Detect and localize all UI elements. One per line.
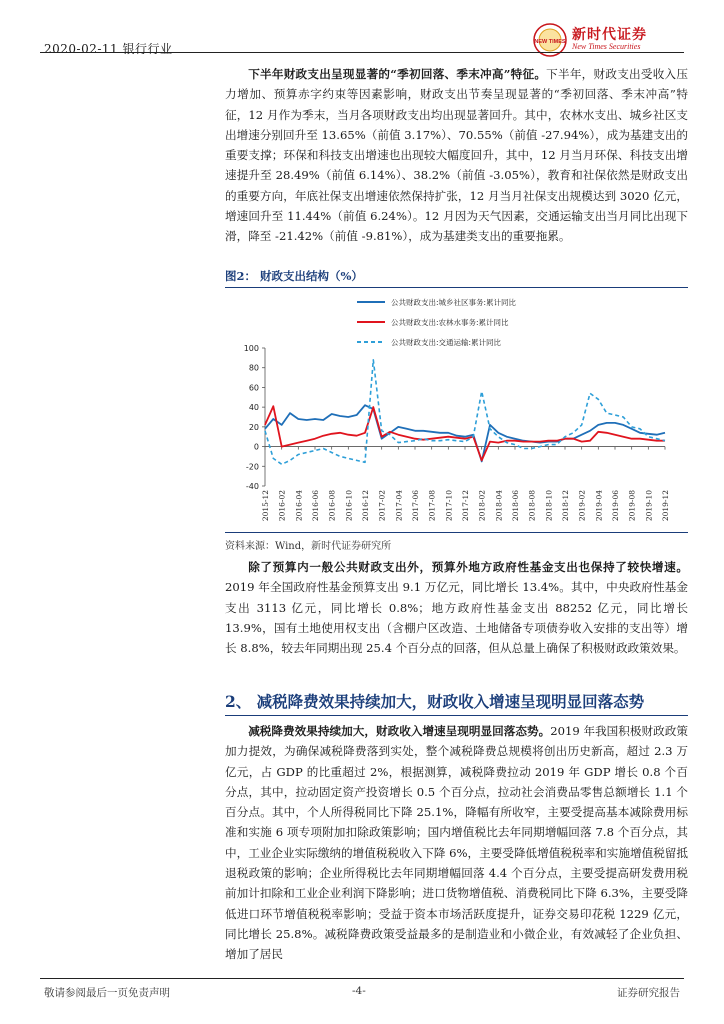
y-tick-label: 100 <box>243 344 259 353</box>
y-axis-labels <box>244 344 259 491</box>
legend-label-2: 公共财政支出:交通运输:累计同比 <box>391 338 502 347</box>
x-tick-label: 2019-04 <box>594 490 604 522</box>
x-tick-label: 2015-12 <box>261 490 270 522</box>
page-header <box>40 18 684 56</box>
y-tick-label: -20 <box>245 462 259 472</box>
paragraph-body: 下半年，财政支出受收入压力增加、预算赤字约束等因素影响，财政支出节奏呈现显著的“季初回落、季末冲高”特征，12 月作为季末，当月各项财政支出均出现显著回升。其中，农林水支出、城乡社区支出增速分别回升至 13.65%（前值 3.17%）、70.55%（前值 -27.94%），成为基建支出的重要支撑；环保和科技支出增速也出现较大幅度回升，其中，12 月当月环保、科技支出增速提升至 28.49%（前值 6.14%）、38.2%（前值 -3.05%），教育和社保依然是财政支出的重要方向，年底社保支出增速依然保持扩张，12 月当月社保支出规模达到 3020 亿元，增速回升至 11.44%（前值 6.24%）。12 月因为天气因素，交通运输支出当月同比出现下滑，降至 -21.42%（前值 -9.81%），成为基建类支出的重要拖累。 <box>225 67 688 244</box>
figure-top-rule <box>225 287 688 288</box>
x-tick-label: 2016-04 <box>294 490 304 522</box>
section-rule <box>225 715 688 716</box>
x-tick-label: 2018-10 <box>544 490 554 522</box>
chart-legend <box>357 297 517 347</box>
x-tick-label: 2018-04 <box>494 490 504 522</box>
footer-divider <box>40 978 684 979</box>
x-axis-labels <box>261 490 670 521</box>
legend-label-0: 公共财政支出:城乡社区事务:累计同比 <box>391 298 517 307</box>
logo-english-name: New Times Securities <box>572 42 641 51</box>
paragraph-body: 2019 年我国积极财政政策加力提效，为确保减税降费落到实处，整个减税降费总规模将创出历史新高，超过 2.3 万亿元，占 GDP 的比重超过 2%，根据测算，减税降费拉动 2019 年 GDP 增长 0.8 个百分点，其中，拉动固定资产投资增长 0.5 个百分点，拉动社会消费品零售总额增长 1.1 个百分点。其中，个人所得税同比下降 25.1%，降幅有所收窄，主要受提高基本减除费用标准和实施 6 项专项附加扣除政策影响；国内增值税比去年同期增幅回落 7.8 个百分点，其中，工业企业实际缴纳的增值税税收入下降 6%，主要受降低增值税税率和实施增值税留抵退税政策的影响；企业所得税比去年同期增幅回落 4.4 个百分点，主要受提高研发费用税前加计扣除和工业企业利润下降影响；进口货物增值税、消费税同比下降 6.3%，主要受降低进口环节增值税税率影响；受益于资本市场活跃度提升，证券交易印花税 1229 亿元，同比增长 25.8%。减税降费政策受益最多的是制造业和小微企业，有效减轻了企业负担、增加了居民 <box>225 724 688 962</box>
y-tick-label: 0 <box>253 442 259 452</box>
x-tick-label: 2017-04 <box>394 490 404 522</box>
x-tick-label: 2017-12 <box>461 490 470 522</box>
y-tick-label: 20 <box>248 422 259 432</box>
x-tick-label: 2016-12 <box>361 490 370 522</box>
x-tick-label: 2016-06 <box>311 490 320 522</box>
x-tick-label: 2018-02 <box>477 490 487 522</box>
footer-report-type: 证券研究报告 <box>617 987 680 999</box>
x-tick-label: 2019-02 <box>577 490 587 522</box>
x-tick-label: 2019-08 <box>627 490 637 522</box>
x-tick-label: 2016-02 <box>277 490 287 522</box>
figure-bottom-rule <box>225 532 688 533</box>
paragraph-lead: 除了预算内一般公共财政支出外，预算外地方政府性基金支出也保持了较快增速。 <box>248 560 688 574</box>
x-tick-label: 2016-08 <box>327 490 337 522</box>
footer-disclaimer: 敬请参阅最后一页免责声明 <box>44 987 170 999</box>
y-tick-label: 40 <box>248 403 259 413</box>
header-divider <box>40 52 684 53</box>
x-tick-label: 2017-08 <box>427 490 437 522</box>
figure-title: 图2： 财政支出结构（%） <box>225 269 363 283</box>
x-tick-label: 2018-06 <box>511 490 520 522</box>
x-tick-label: 2019-12 <box>661 490 670 522</box>
logo-badge-text: NEW TIMES <box>534 39 566 45</box>
y-tick-label: 60 <box>248 383 259 393</box>
paragraph-lead: 减税降费效果持续加大，财政收入增速呈现明显回落态势。 <box>248 724 551 738</box>
x-tick-label: 2018-12 <box>561 490 570 522</box>
section-heading: 2、 减税降费效果持续加大，财政收入增速呈现明显回落态势 <box>225 692 645 711</box>
paragraph-government-fund <box>225 557 688 658</box>
fiscal-expenditure-chart <box>225 290 688 530</box>
header-date-industry: 2020-02-11 银行行业 <box>44 42 173 56</box>
page-number: -4- <box>352 985 366 997</box>
x-tick-label: 2018-08 <box>527 490 537 522</box>
x-tick-label: 2019-10 <box>644 490 654 522</box>
paragraph-lead: 下半年财政支出呈现显著的“季初回落、季末冲高”特征。 <box>248 67 547 81</box>
x-tick-label: 2017-06 <box>411 490 420 522</box>
series-line-1 <box>265 406 665 460</box>
legend-label-1: 公共财政支出:农林水事务:累计同比 <box>391 318 509 327</box>
chart-axes <box>262 348 665 486</box>
logo-chinese-name: 新时代证券 <box>572 27 647 43</box>
x-tick-label: 2016-10 <box>344 490 354 522</box>
y-tick-label: 80 <box>248 363 259 373</box>
paragraph-body: 2019 年全国政府性基金预算支出 9.1 万亿元，同比增长 13.4%。其中，中央政府性基金支出 3113 亿元，同比增长 0.8%；地方政府性基金支出 88252 亿元，同比增长 13.9%，国有土地使用权支出（含棚户区改造、土地储备专项债券收入安排的支出等）增长 8.8%，较去年同期出现 25.4 个百分点的回落，但从总量上确保了积极财政政策效果。 <box>225 580 688 656</box>
figure-source: 资料来源：Wind，新时代证券研究所 <box>225 541 392 552</box>
paragraph-fiscal-expenditure <box>225 64 688 247</box>
x-tick-label: 2017-10 <box>444 490 454 522</box>
x-tick-label: 2019-06 <box>611 490 620 522</box>
y-tick-label: -40 <box>245 482 259 491</box>
paragraph-tax-cut <box>225 721 688 965</box>
x-tick-label: 2017-02 <box>377 490 387 522</box>
